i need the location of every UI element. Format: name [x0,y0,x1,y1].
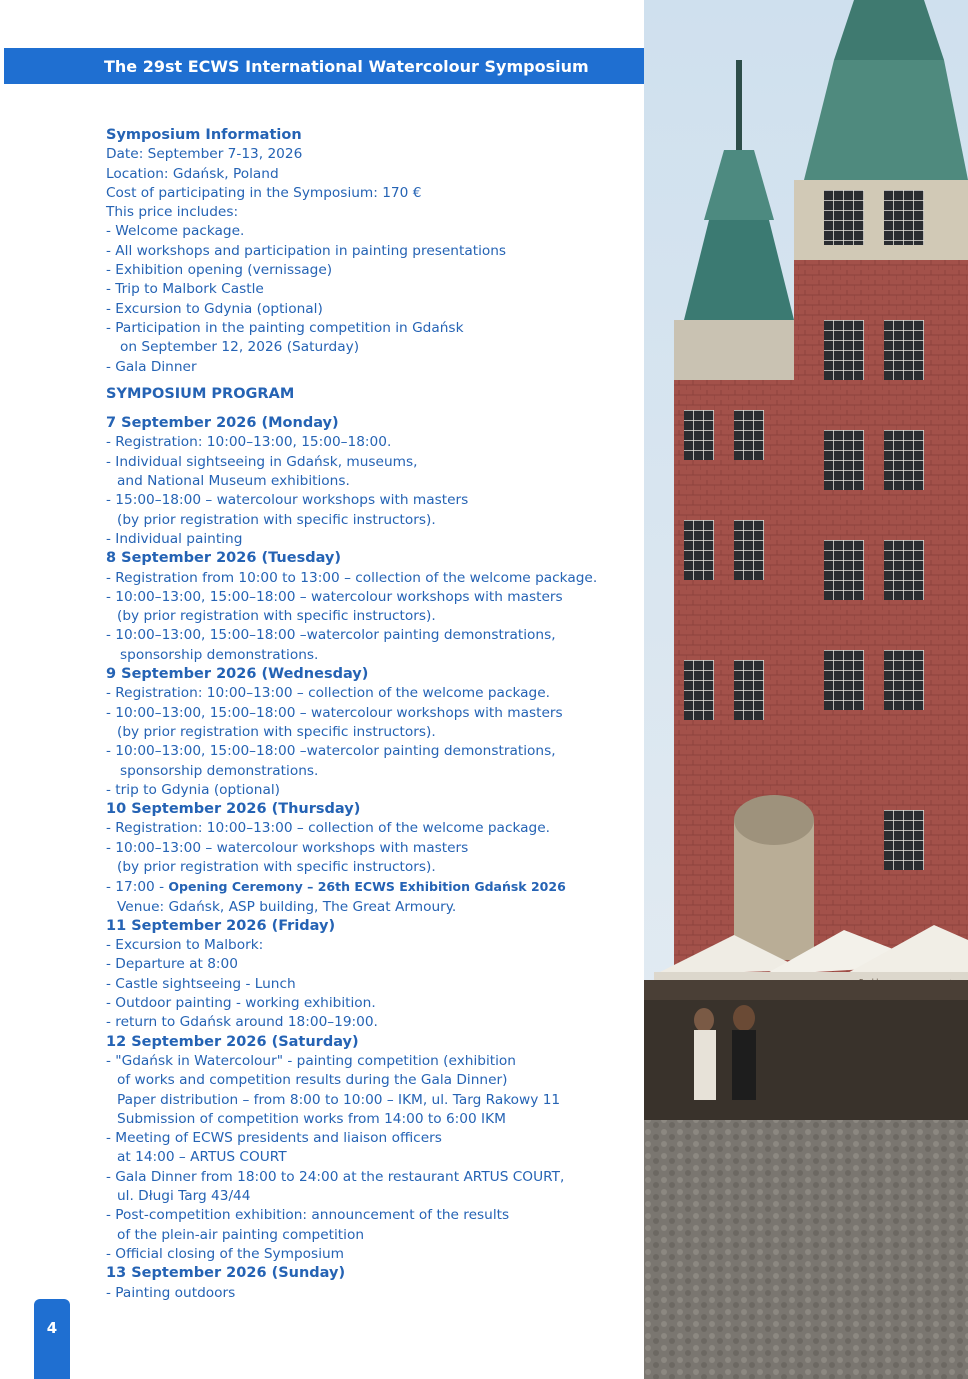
info-line: - Excursion to Gdynia (optional) [106,300,323,317]
ceremony-title: Opening Ceremony – 26th ECWS Exhibition Gdańsk 2026 [168,879,566,895]
program-line: - trip to Gdynia (optional) [106,781,280,798]
program-line: - 15:00–18:00 – watercolour workshops with masters [106,492,469,509]
program-line: - Painting outdoors [106,1284,236,1301]
program-line: of the plein-air painting competition [117,1226,365,1243]
program-line: (by prior registration with specific instructors). [117,723,436,740]
info-line: - Trip to Malbork Castle [106,281,264,298]
page-title: The 29st ECWS International Watercolour Symposium [104,57,589,76]
main-content [106,126,646,1303]
building-illustration [644,0,968,1379]
program-line: sponsorship demonstrations. [120,646,319,663]
program-line: sponsorship demonstrations. [120,762,319,779]
program-line: - 10:00–13:00, 15:00–18:00 –watercolor painting demonstrations, [106,627,556,644]
program-line: - "Gdańsk in Watercolour" - painting competition (exhibition [106,1052,516,1069]
program-line: - Departure at 8:00 [106,956,238,973]
info-line: Location: Gdańsk, Poland [106,165,279,182]
day-title: 8 September 2026 (Tuesday) [106,550,341,567]
program-line: - return to Gdańsk around 18:00–19:00. [106,1014,378,1031]
info-line: on September 12, 2026 (Saturday) [120,339,360,356]
info-line: Date: September 7-13, 2026 [106,146,303,163]
day-title: 13 September 2026 (Sunday) [106,1265,346,1282]
ceremony-line [106,877,646,897]
program-line: - Gala Dinner from 18:00 to 24:00 at the restaurant ARTUS COURT, [106,1168,565,1185]
program-line: - Castle sightseeing - Lunch [106,975,296,992]
day-title: 7 September 2026 (Monday) [106,415,339,432]
program-line: - Outdoor painting - working exhibition. [106,995,376,1012]
info-line: Cost of participating in the Symposium: 170 € [106,184,422,201]
program-line: (by prior registration with specific instructors). [117,608,436,625]
program-line: Submission of competition works from 14:00 to 6:00 IKM [117,1110,506,1127]
day-title: 11 September 2026 (Friday) [106,917,336,934]
program-line: - Registration from 10:00 to 13:00 – collection of the welcome package. [106,569,598,586]
program-line: (by prior registration with specific instructors). [117,511,436,528]
program-line: - 10:00–13:00, 15:00–18:00 – watercolour workshops with masters [106,704,563,721]
program-line: at 14:00 – ARTUS COURT [117,1149,287,1166]
program-line: - Post-competition exhibition: announcement of the results [106,1207,510,1224]
program-line: and National Museum exhibitions. [117,473,350,490]
info-line: - Welcome package. [106,223,245,240]
program-line: - Meeting of ECWS presidents and liaison officers [106,1130,442,1147]
info-line: - Gala Dinner [106,358,197,375]
program-line: - Individual sightseeing in Gdańsk, museums, [106,453,418,470]
day-title: 10 September 2026 (Thursday) [106,801,361,818]
program-line: - 10:00–13:00, 15:00–18:00 – watercolour workshops with masters [106,588,563,605]
venue-line: Venue: Gdańsk, ASP building, The Great Armoury. [117,898,457,915]
photo-great-armoury [644,0,968,1379]
program-line: - Excursion to Malbork: [106,937,264,954]
program-line: - Official closing of the Symposium [106,1245,345,1262]
info-line: - All workshops and participation in painting presentations [106,242,507,259]
program-line: - 10:00–13:00 – watercolour workshops with masters [106,839,469,856]
ceremony-time: - 17:00 - [106,879,169,896]
info-line: - Participation in the painting competition in Gdańsk [106,319,464,336]
program-line: - Registration: 10:00–13:00 – collection of the welcome package. [106,820,551,837]
page-number-tab [34,1299,70,1379]
program-line: - Registration: 10:00–13:00 – collection of the welcome package. [106,685,551,702]
info-line: This price includes: [106,204,239,221]
program-line: Paper distribution – from 8:00 to 10:00 – IKM, ul. Targ Rakowy 11 [117,1091,561,1108]
program-line: (by prior registration with specific instructors). [117,858,436,875]
program-line: of works and competition results during the Gala Dinner) [117,1072,508,1089]
program-line: ul. Długi Targ 43/44 [117,1188,251,1205]
page-number: 4 [46,1319,58,1337]
day-title: 9 September 2026 (Wednesday) [106,666,369,683]
day-title: 12 September 2026 (Saturday) [106,1033,359,1050]
info-line: - Exhibition opening (vernissage) [106,262,333,279]
program-line: - Registration: 10:00–13:00, 15:00–18:00. [106,434,392,451]
header-bar [4,48,723,84]
program-line: - 10:00–13:00, 15:00–18:00 –watercolor painting demonstrations, [106,743,556,760]
info-heading: Symposium Information [106,127,302,143]
program-heading: SYMPOSIUM PROGRAM [106,385,295,402]
program-line: - Individual painting [106,530,243,547]
